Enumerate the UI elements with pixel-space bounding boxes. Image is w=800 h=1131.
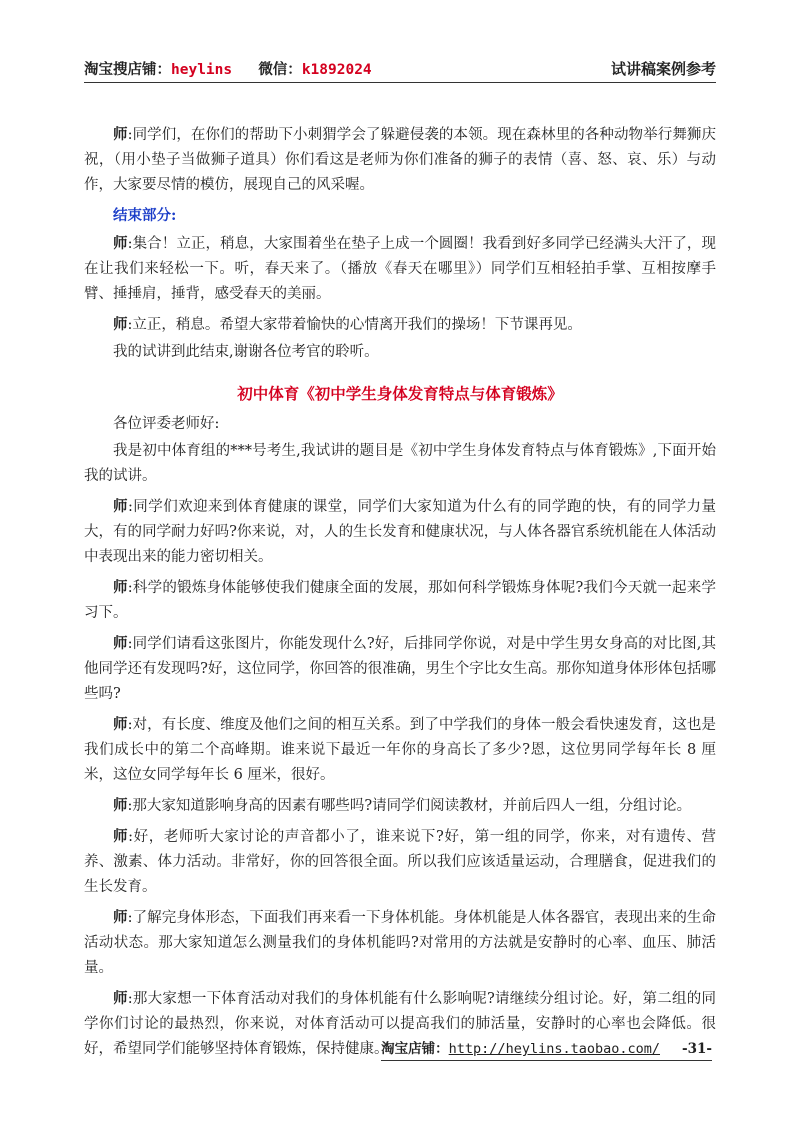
paragraph [84, 122, 716, 198]
wechat-id: k1892024 [301, 62, 372, 78]
footer-label: 淘宝店铺： [381, 1041, 449, 1057]
paragraph-text: :对，有长度、维度及他们之间的相互关系。到了中学我们的身体一般会看快速发育，这也是我们成长中的第二个高峰期。谁来说下最近一年你的身高长了多少?恩，这位男同学每年长 8 厘米，这位女同学每年长 6 厘米，很好。 [84, 717, 716, 783]
paragraph-text: :同学们，在你们的帮助下小刺猬学会了躲避侵袭的本领。现在森林里的各种动物举行舞狮庆祝，（用小垫子当做狮子道具）你们看这是老师为你们准备的狮子的表情（喜、怒、哀、乐）与动作，大家要尽情的模仿，展现自己的风采喔。 [84, 127, 716, 193]
speaker-label: 师 [113, 635, 128, 652]
paragraph [84, 631, 716, 707]
paragraph-text: :那大家知道影响身高的因素有哪些吗?请同学们阅读教材，并前后四人一组，分组讨论。 [127, 798, 692, 814]
shop-label: 淘宝搜店铺： [84, 62, 171, 78]
speaker-label: 师 [113, 990, 128, 1007]
speaker-label: 师 [113, 498, 128, 515]
speaker-label: 师 [113, 828, 129, 845]
speaker-label: 师 [113, 797, 128, 814]
speaker-label: 师 [113, 909, 128, 926]
paragraph-text: :集合！立正，稍息，大家围着坐在垫子上成一个圆圈！我看到好多同学已经满头大汗了，现在让我们来轻松一下。听，春天来了。（播放《春天在哪里》）同学们互相轻拍手掌、互相按摩手臂、捶捶肩，捶背，感受春天的美丽。 [84, 236, 716, 302]
paragraph-text: :那大家想一下体育活动对我们的身体机能有什么影响呢?请继续分组讨论。好，第二组的同学你们讨论的最热烈，你来说，对体育活动可以提高我们的肺活量，安静时的心率也会降低。很好，希望同学们能够坚持体育锻炼，保持健康。 [84, 991, 717, 1057]
paragraph [84, 905, 716, 981]
page-footer [381, 1037, 712, 1061]
paragraph [84, 575, 716, 626]
lesson-title: 初中体育《初中学生身体发育特点与体育锻炼》 [237, 384, 563, 403]
closing-line: 我的试讲到此结束,谢谢各位考官的聆听。 [113, 344, 379, 360]
speaker-label: 师 [113, 316, 128, 333]
page-header [84, 56, 716, 83]
greeting: 各位评委老师好: [113, 416, 220, 432]
speaker-label: 师 [113, 716, 128, 733]
header-title: 试讲稿案例参考 [610, 60, 716, 78]
intro-paragraph: 我是初中体育组的***号考生,我试讲的题目是《初中学生身体发育特点与体育锻炼》,下面开始我的试讲。 [84, 443, 716, 484]
paragraph-text: :科学的锻炼身体能够使我们健康全面的发展，那如何科学锻炼身体呢?我们今天就一起来学习下。 [84, 580, 717, 621]
paragraph-text: :了解完身体形态，下面我们再来看一下身体机能。身体机能是人体各器官，表现出来的生命活动状态。那大家知道怎么测量我们的身体机能吗?对常用的方法就是安静时的心率、血压、肺活量。 [84, 910, 716, 976]
paragraph-text: :同学们欢迎来到体育健康的课堂，同学们大家知道为什么有的同学跑的快，有的同学力量大，有的同学耐力好吗?你来说，对，人的生长发育和健康状况，与人体各器官系统机能在人体活动中表现出来的能力密切相关。 [84, 499, 716, 565]
speaker-label: 师 [113, 579, 128, 596]
page-number: -31- [682, 1041, 712, 1057]
paragraph-text: :同学们请看这张图片，你能发现什么?好，后排同学你说，对是中学生男女身高的对比图,其他同学还有发现吗?好，这位同学，你回答的很准确，男生个字比女生高。那你知道身体形体包括哪些吗? [84, 636, 717, 702]
header-shop-info [84, 58, 372, 79]
paragraph [84, 494, 716, 570]
paragraph [84, 231, 716, 307]
paragraph [84, 712, 716, 788]
section-heading: 结束部分: [113, 207, 177, 224]
footer-shop-link[interactable]: http://heylins.taobao.com/ [448, 1041, 660, 1057]
document-body [84, 122, 716, 1067]
speaker-label: 师 [113, 235, 128, 252]
speaker-label: 师 [113, 126, 128, 143]
paragraph [84, 793, 716, 819]
wechat-label: 微信： [258, 62, 302, 78]
paragraph [84, 312, 716, 338]
shop-name: heylins [171, 62, 233, 78]
paragraph-text: :立正，稍息。希望大家带着愉快的心情离开我们的操场！下节课再见。 [127, 317, 582, 333]
paragraph [84, 824, 716, 900]
paragraph-text: :好，老师听大家讨论的声音都小了，谁来说下?好，第一组的同学，你来，对有遗传、营养、激素、体力活动。非常好，你的回答很全面。所以我们应该适量运动，合理膳食，促进我们的生长发育。 [84, 829, 717, 895]
